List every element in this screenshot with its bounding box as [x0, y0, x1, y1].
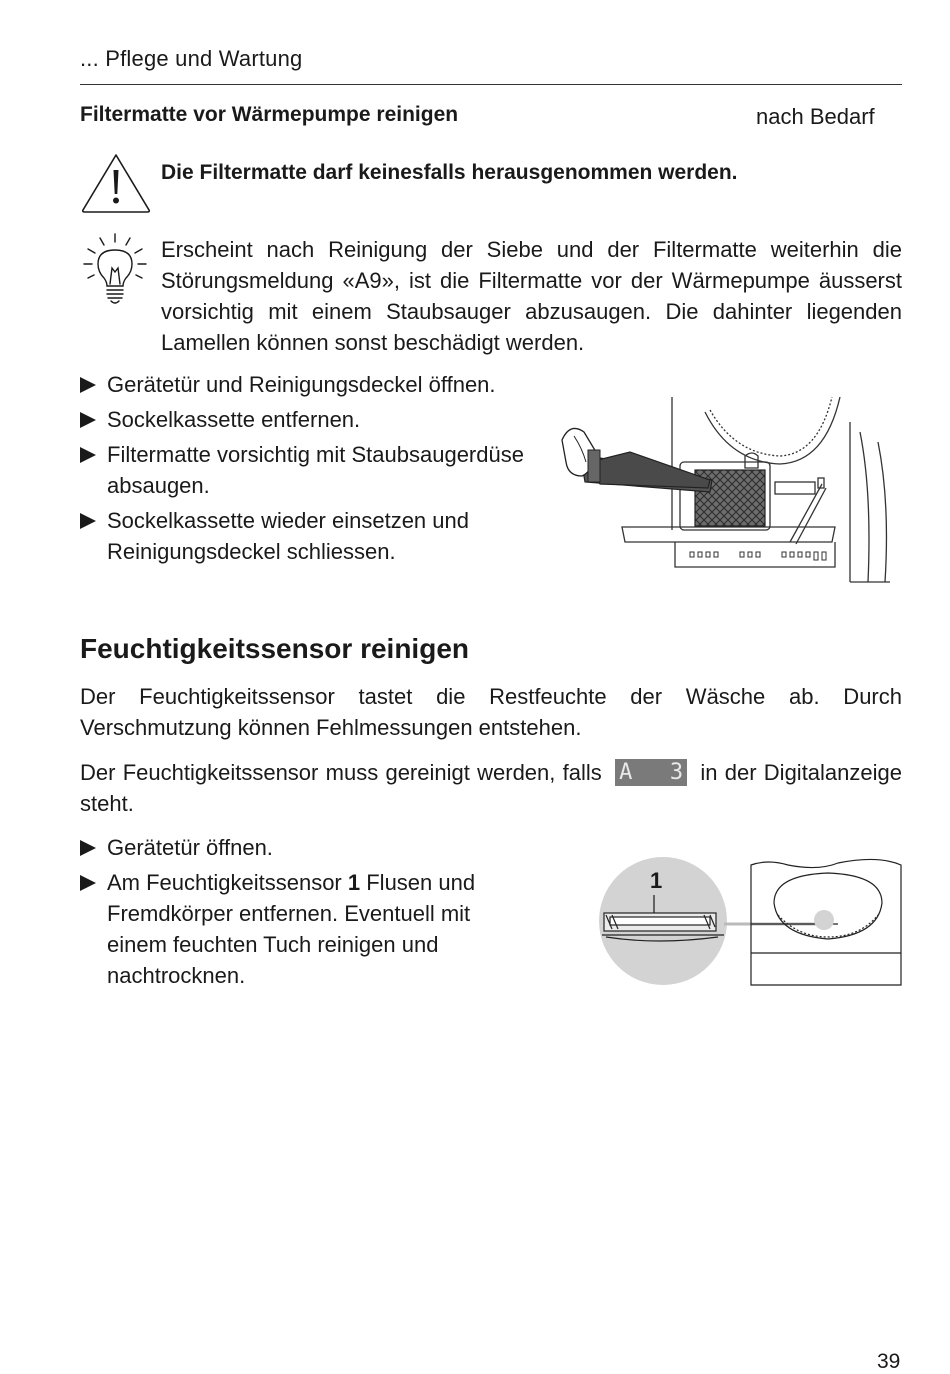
- header-divider: [80, 84, 902, 85]
- digital-display-code: A 3: [615, 759, 687, 786]
- tip-text: Erscheint nach Reinigung der Siebe und der Filtermatte weiterhin die Störungsmeldung «A9», ist die Filtermatte vor der Wärmepumpe äusserst vorsichtig mit einem Staubsauger abzusaugen. Die dahinter liegenden Lamellen können sonst beschädigt werden.: [161, 237, 902, 355]
- sensor-number-ref: 1: [347, 870, 361, 895]
- moisture-sensor-illustration: [598, 855, 904, 990]
- arrow-right-icon: [80, 412, 96, 428]
- list-item: Sockelkassette entfernen.: [80, 404, 550, 435]
- steps-list-filtermatte: [80, 369, 550, 571]
- breadcrumb: ... Pflege und Wartung: [80, 46, 303, 71]
- steps-list-sensor: [80, 832, 540, 995]
- list-item: Filtermatte vorsichtig mit Staubsaugerdüse absaugen.: [80, 439, 547, 501]
- sensor-paragraph-2: Der Feuchtigkeitssensor muss gereinigt werden, falls A 3 in der Digitalanzeige steht.: [80, 759, 902, 816]
- list-item: Sockelkassette wieder einsetzen und Reinigungsdeckel schliessen.: [80, 505, 547, 567]
- page-number: 39: [877, 1350, 901, 1373]
- list-item: Gerätetür öffnen.: [80, 832, 540, 863]
- frequency-label: nach Bedarf: [756, 104, 875, 129]
- arrow-right-icon: [80, 875, 96, 891]
- arrow-right-icon: [80, 840, 96, 856]
- sensor-paragraph-1: Der Feuchtigkeitssensor tastet die Restfeuchte der Wäsche ab. Durch Verschmutzung können Fehlmessungen entstehen.: [80, 684, 902, 740]
- list-item: Gerätetür und Reinigungsdeckel öffnen.: [80, 369, 550, 400]
- section-title-filtermatte: Filtermatte vor Wärmepumpe reinigen: [80, 103, 459, 126]
- arrow-right-icon: [80, 377, 96, 393]
- arrow-right-icon: [80, 447, 96, 463]
- callout-number: 1: [650, 868, 663, 893]
- arrow-right-icon: [80, 513, 96, 529]
- filter-mat-vacuum-illustration: [560, 392, 890, 592]
- lightbulb-tip-icon: [80, 230, 150, 310]
- warning-triangle-icon: [80, 152, 152, 214]
- warning-text: Die Filtermatte darf keinesfalls herausgenommen werden.: [161, 161, 738, 184]
- list-item: Am Feuchtigkeitssensor 1 Flusen und Fremdkörper entfernen. Eventuell mit einem feuchten Tuch reinigen und nachtrocknen.: [80, 867, 527, 991]
- section-title-sensor: Feuchtigkeitssensor reinigen: [80, 633, 469, 664]
